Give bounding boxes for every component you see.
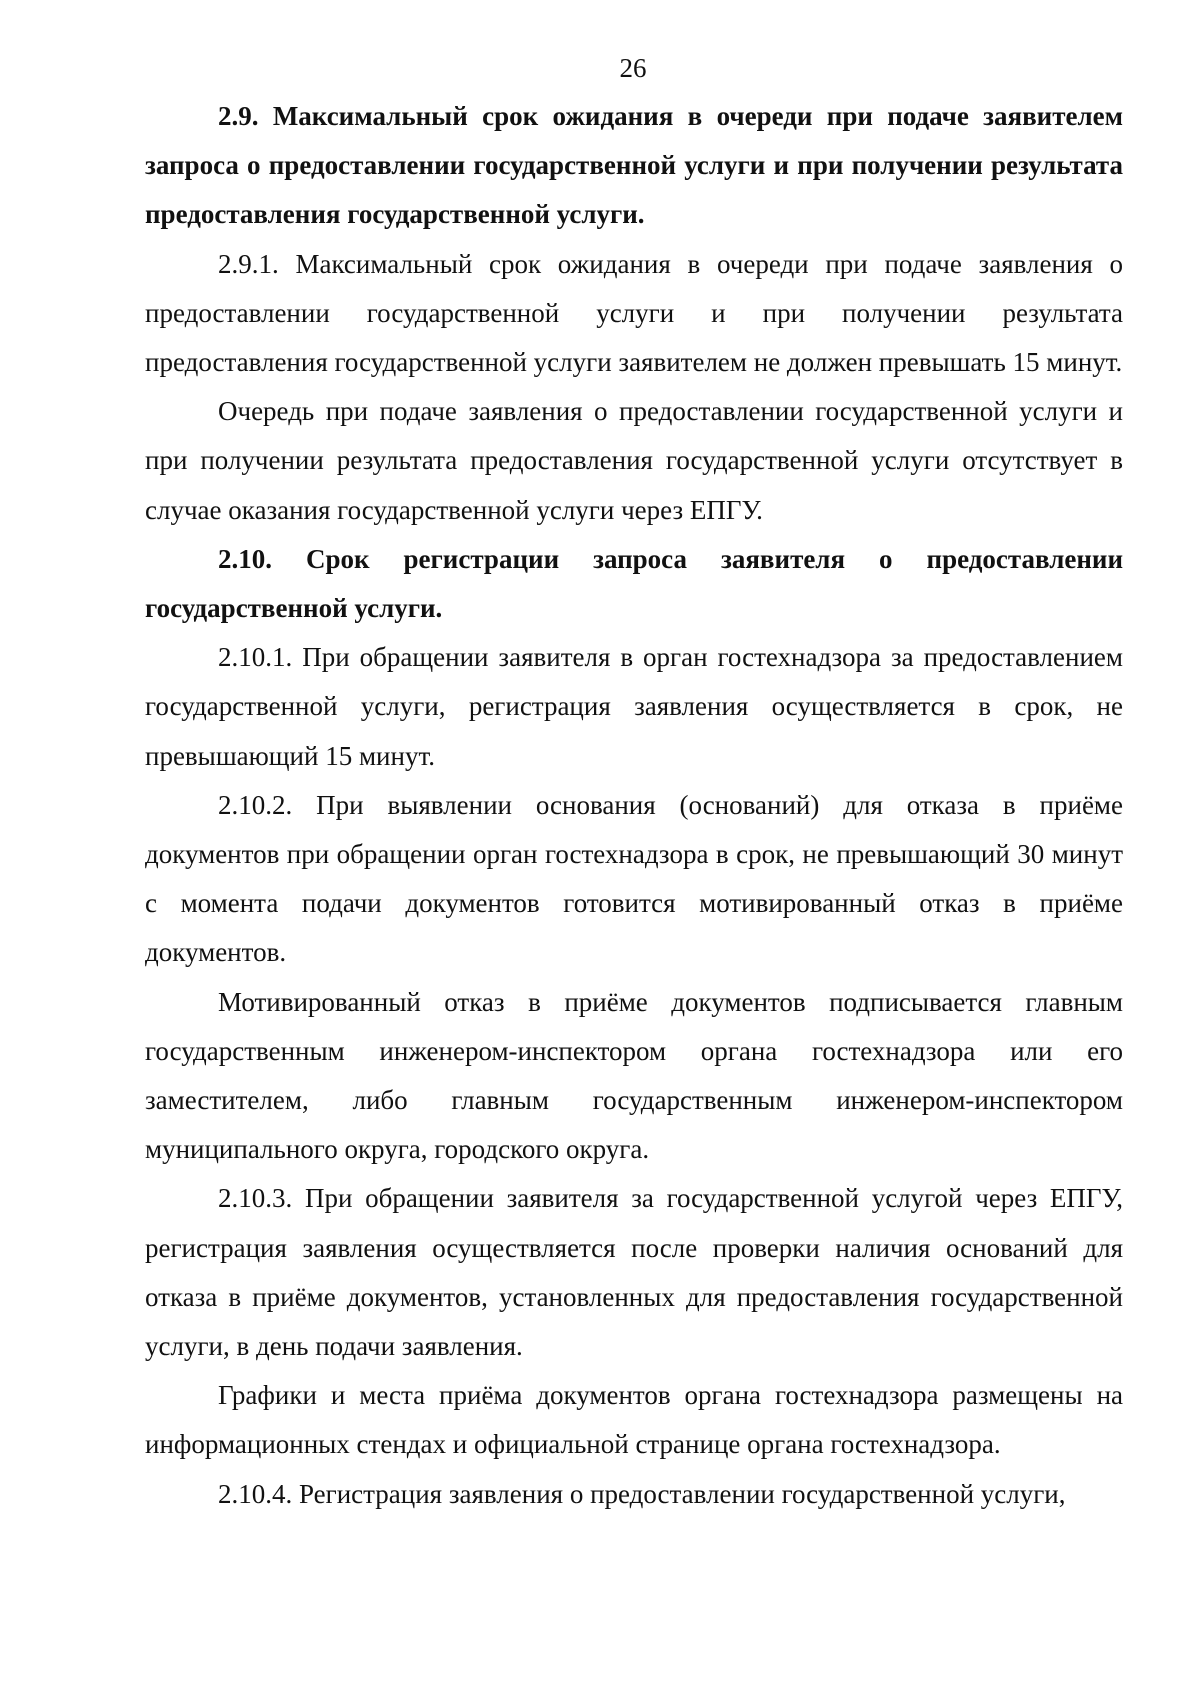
paragraph-2-10-3: 2.10.3. При обращении заявителя за государственной услугой через ЕПГУ, регистрация заявления осуществляется после проверки наличия оснований для отказа в приёме документов, установленных для предоставления государственной услуги, в день подачи заявления. bbox=[145, 1183, 1123, 1362]
paragraph-2-10-2: 2.10.2. При выявлении основания (оснований) для отказа в приёме документов при обращении орган гостехнадзора в срок, не превышающий 30 минут с момента подачи документов готовится мотивированный отказ в приёме документов. bbox=[145, 789, 1123, 968]
paragraph-2-10-4: 2.10.4. Регистрация заявления о предоставлении государственной услуги, bbox=[218, 1478, 1066, 1509]
document-body bbox=[145, 92, 1123, 1519]
paragraph-queue-absence: Очередь при подаче заявления о предоставлении государственной услуги и при получении результата предоставления государственной услуги отсутствует в случае оказания государственной услуги через ЕПГУ. bbox=[145, 396, 1123, 525]
paragraph-refusal-signature: Мотивированный отказ в приёме документов подписывается главным государственным инженером-инспектором органа гостехнадзора или его заместителем, либо главным государственным инженером-инспектором муниципального округа, городского округа. bbox=[145, 986, 1123, 1165]
paragraph-2-10-1: 2.10.1. При обращении заявителя в орган гостехнадзора за предоставлением государственной услуги, регистрация заявления осуществляется в срок, не превышающий 15 минут. bbox=[145, 642, 1123, 771]
paragraph-2-9-1: 2.9.1. Максимальный срок ожидания в очереди при подаче заявления о предоставлении государственной услуги и при получении результата предоставления государственной услуги заявителем не должен превышать 15 минут. bbox=[145, 248, 1123, 378]
paragraph-reception-schedule: Графики и места приёма документов органа гостехнадзора размещены на информационных стендах и официальной странице органа гостехнадзора. bbox=[145, 1380, 1123, 1460]
section-heading-2-9: 2.9. Максимальный срок ожидания в очереди при подаче заявителем запроса о предоставлении государственной услуги и при получении результата предоставления государственной услуги. bbox=[145, 101, 1123, 230]
section-heading-2-10: 2.10. Срок регистрации запроса заявителя о предоставлении государственной услуги. bbox=[145, 543, 1123, 624]
page-number: 26 bbox=[619, 53, 647, 83]
